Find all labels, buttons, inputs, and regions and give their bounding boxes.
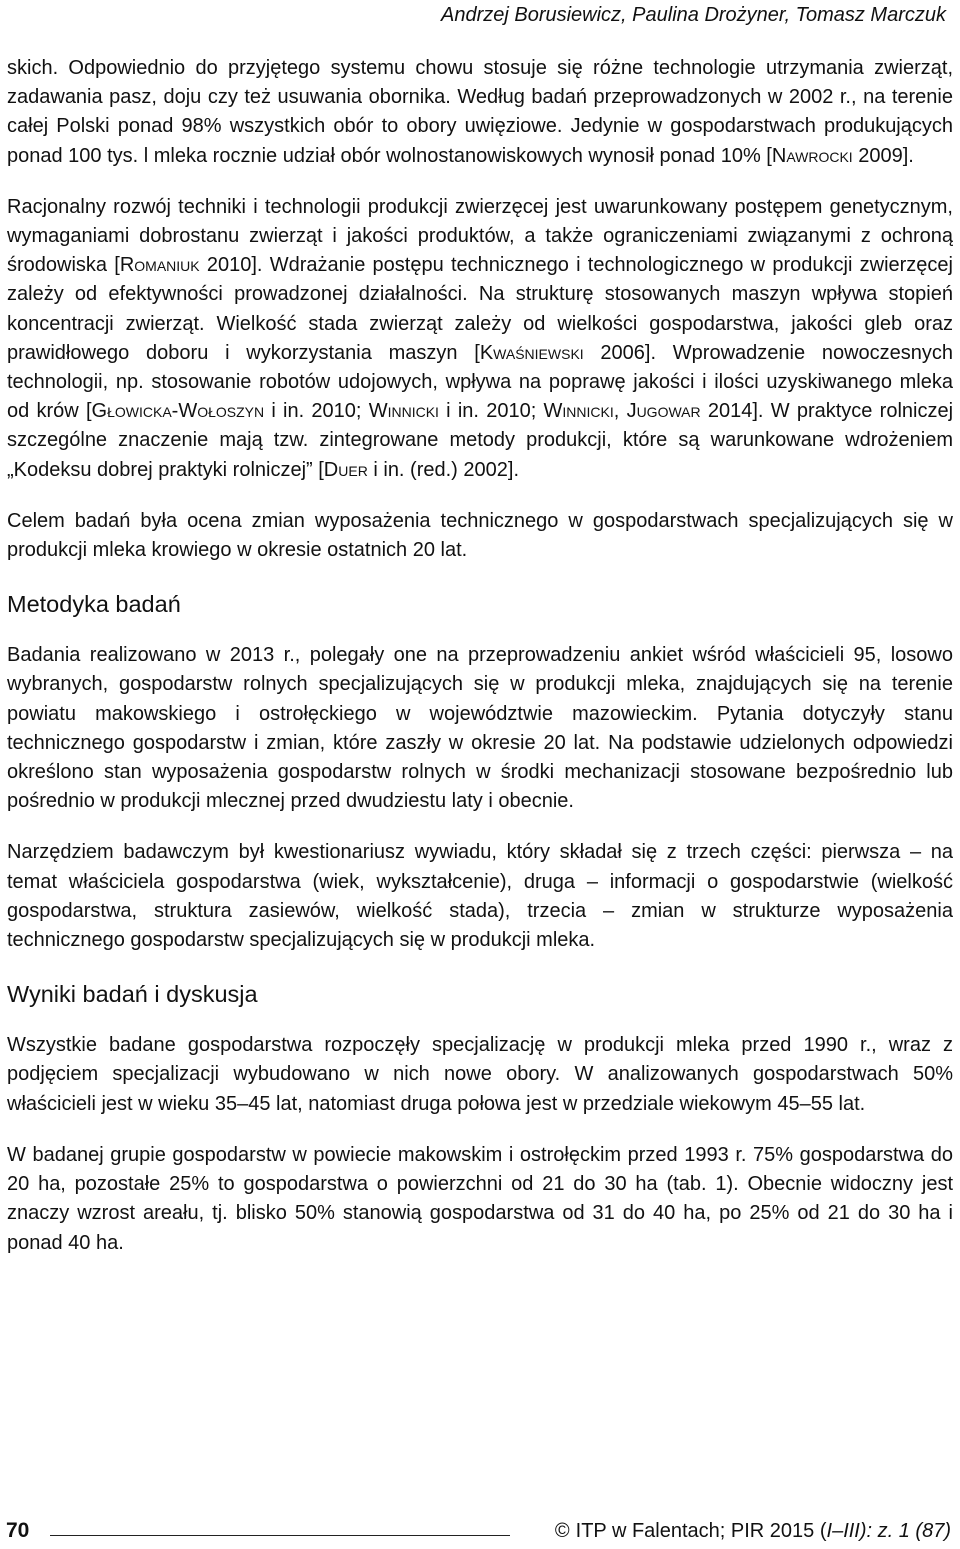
text-run: 2009]. [852, 144, 914, 167]
citation-author: Winnicki [543, 400, 614, 423]
page-number: 70 [6, 1519, 30, 1542]
text-run: 2010]. Wdrażanie postępu technicznego i technologicznego w produkcji zwierzęcej zależy od efektywności prowadzonej działalności. Na strukturę stosowanych maszyn wpływa stopień koncentracji zwierząt. Wielkość stada zwierząt zależy od wielkości gospodarstwa, jakości gleb oraz prawidłowego doboru i wykorzystania maszyn [ [7, 254, 954, 364]
citation-author: Jugowar [626, 400, 701, 423]
paragraph: Wszystkie badane gospodarstwa rozpoczęły specjalizację w produkcji mleka przed 1990 r., wraz z podjęciem specjalizacji wybudowano w nich nowe obory. W analizowanych gospodarstwach 50% właścicieli jest w wieku 35–45 lat, natomiast druga połowa jest w przedziale wiekowym 45–55 lat. [7, 1034, 953, 1115]
citation-author: Głowicka-Wołoszyn [91, 400, 265, 423]
section-heading: Metodyka badań [7, 591, 181, 618]
text-run: i in. (red.) 2002]. [367, 458, 519, 481]
text-run: 2006]. Wprowadzenie nowoczesnych technologii, np. stosowanie robotów udojowych, wpływa na poprawę jakości i ilości uzyskiwanego mleka od krów [ [7, 341, 953, 423]
paragraph: Celem badań była ocena zmian wyposażenia technicznego w gospodarstwach specjalizujących się w produkcji mleka krowiego w okresie ostatnich 20 lat. [7, 509, 953, 562]
section-heading: Wyniki badań i dyskusja [7, 981, 258, 1008]
citation-author: Winnicki [368, 400, 439, 423]
text-run: i in. 2010; [438, 400, 544, 423]
copyright-icon: © [554, 1520, 570, 1542]
citation-author: Duer [323, 458, 368, 481]
paragraph [7, 54, 953, 171]
text-run: Racjonalny rozwój techniki i technologii produkcji zwierzęcej jest uwarunkowany postępem genetycznym, wymaganiami dobrostanu zwierząt i jakości produktów, a także ograniczeniami związanymi z ochroną środowiska [ [7, 195, 953, 277]
issue-label: I–III): z. 1 (87) [826, 1520, 951, 1542]
paragraph [7, 193, 953, 485]
footer-publication-info [555, 1520, 951, 1543]
paragraph: W badanej grupie gospodarstw w powiecie makowskim i ostrołęckim przed 1993 r. 75% gospodarstwa do 20 ha, pozostałe 25% to gospodarstwa o powierzchni od 21 do 30 ha (tab. 1). Obecnie widoczny jest znaczy wzrost areału, tj. blisko 50% stanowią gospodarstwa od 31 do 40 ha, po 25% od 21 do 30 ha i ponad 40 ha. [7, 1143, 953, 1254]
citation-author: Nawrocki [771, 144, 853, 167]
text-run: , [613, 400, 627, 423]
text-run: i in. 2010; [264, 400, 369, 423]
text-run: skich. Odpowiednio do przyjętego systemu chowu stosuje się różne technologie utrzymania zwierząt, zadawania pasz, doju czy też usuwania obornika. Według badań przeprowadzonych w 2002 r., na terenie całej Polski ponad 98% wszystkich obór to obory uwięziowe. Jedynie w gospodarstwach produkujących ponad 100 tys. l mleka rocznie udział obór wolnostanowiskowych wynosił ponad 10% [ [7, 57, 953, 167]
text-run: 2014]. W praktyce rolniczej szczególne znaczenie mają tzw. zintegrowane metody produkcji, które są warunkowane wdrożeniem „Kodeksu dobrej praktyki rolniczej” [ [7, 400, 954, 481]
running-header-authors: Andrzej Borusiewicz, Paulina Drożyner, Tomasz Marczuk [440, 4, 946, 26]
article-body [7, 54, 953, 1258]
paragraph: Narzędziem badawczym był kwestionariusz wywiadu, który składał się z trzech części: pierwsza – na temat właściciela gospodarstwa (wiek, wykształcenie), druga – informacji o gospodarstwie (wielkość gospodarstwa, struktura zasiewów, wielkość stada), trzecia – zmian w strukturze wyposażenia technicznego gospodarstw specjalizujących się w produkcji mleka. [7, 841, 953, 952]
footer-rule [50, 1535, 510, 1536]
citation-author: Kwaśniewski [479, 341, 584, 364]
publisher-label: ITP w Falentach; PIR 2015 ( [575, 1520, 827, 1542]
paragraph: Badania realizowano w 2013 r., polegały one na przeprowadzeniu ankiet wśród właścicieli 95, losowo wybranych, gospodarstw rolnych specjalizujących się w produkcji mleka, znajdujących się na terenie powiatu makowskiego i ostrołęckiego w województwie mazowieckim. Pytania dotyczyły stanu technicznego gospodarstw i zmian, które zaszły w okresie 20 lat. Na podstawie udzielonych odpowiedzi określono stan wyposażenia gospodarstw rolnych w środki mechanizacji stosowane bezpośrednio lub pośrednio w produkcji mlecznej przed dwudziestu laty i obecnie. [7, 644, 953, 813]
citation-author: Romaniuk [119, 254, 200, 277]
page-footer [0, 1518, 960, 1548]
